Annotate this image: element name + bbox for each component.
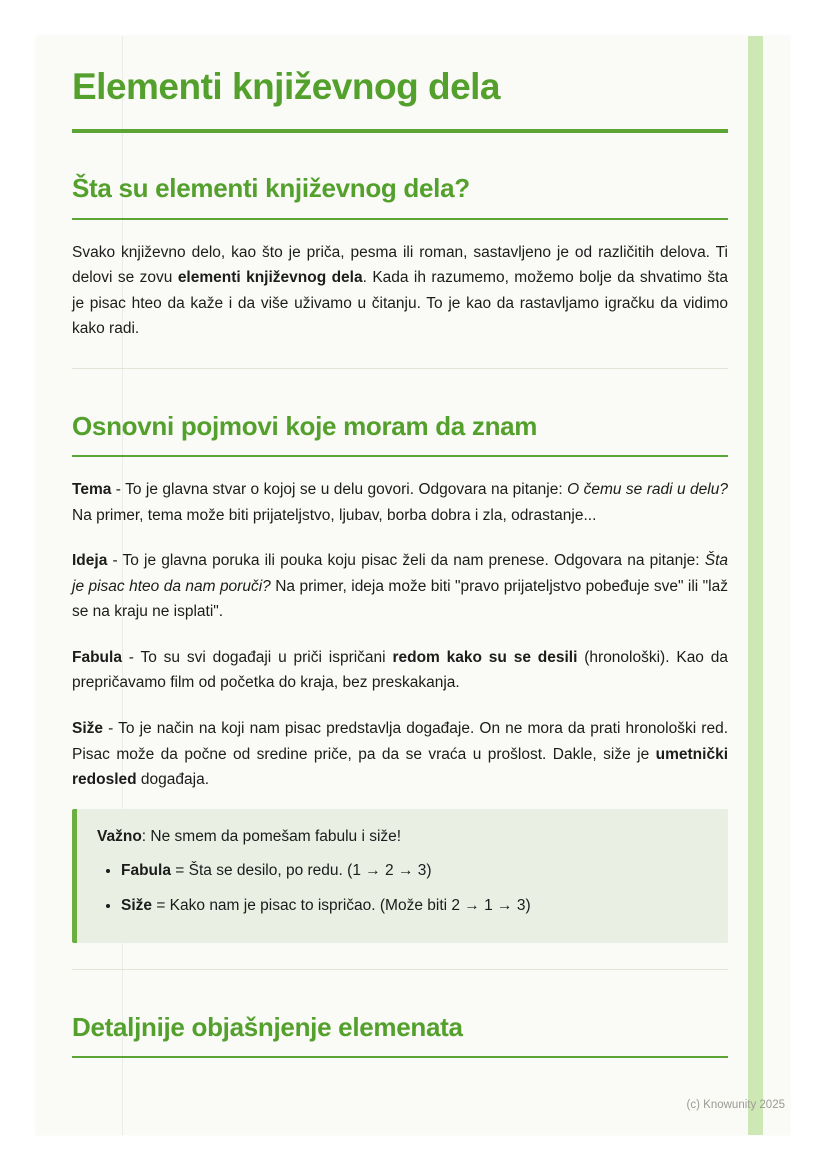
text-segment: događaja. xyxy=(136,771,210,789)
text-segment: O čemu se radi u delu? xyxy=(567,481,728,499)
copyright-footer: (c) Knowunity 2025 xyxy=(686,1099,785,1111)
section3-heading: Detaljnije objašnjenje elemenata xyxy=(72,1012,728,1058)
text-segment: - To je način na koji nam pisac predstavlja događaje. On ne mora da prati hronološki red. Pisac može da počne od sredine priče, pa da se vraća u prošlost. Dakle, siže je xyxy=(72,720,728,763)
text-segment: Na primer, ideja može biti "pravo prijateljstvo pobeđuje sve" ili "laž se na kraju ne isplati". xyxy=(72,577,728,621)
text-segment: : Ne smem da pomešam fabulu i siže! xyxy=(141,827,402,845)
text-segment: Šta je pisac hteo da nam poruči? xyxy=(72,552,728,595)
text-segment: Siže xyxy=(72,720,104,737)
callout-title xyxy=(97,825,706,850)
callout-item-fabula xyxy=(121,859,706,884)
fabula-paragraph xyxy=(72,645,728,696)
section2-heading: Osnovni pojmovi koje moram da znam xyxy=(72,411,728,457)
section-divider-2 xyxy=(72,969,728,970)
section1-paragraph xyxy=(72,240,728,342)
text-segment: elementi književnog dela xyxy=(177,269,363,287)
text-segment: Svako književno delo, kao što je priča, pesma ili roman, sastavljeno je od različitih delova. Ti delovi se zovu xyxy=(72,243,728,287)
text-segment: redom kako su se desili xyxy=(392,648,578,666)
text-segment: - To je glavna stvar o kojoj se u delu govori. Odgovara na pitanje: xyxy=(111,481,568,499)
text-segment: Na primer, tema može biti prijateljstvo, ljubav, borba dobra i zla, odrastanje... xyxy=(72,506,597,524)
title-rule xyxy=(72,129,728,133)
size-paragraph xyxy=(72,716,728,793)
tema-paragraph xyxy=(72,477,728,528)
text-segment: = Šta se desilo, po redu. (1 → 2 → 3) xyxy=(170,862,432,880)
text-segment: = Kako nam je pisac to ispričao. (Može biti 2 → 1 → 3) xyxy=(152,897,531,915)
text-segment: . Kada ih razumemo, možemo bolje da shvatimo šta je pisac hteo da kaže i da više uživamo u čitanju. To je kao da rastavljamo igračku da vidimo kako radi. xyxy=(72,269,729,338)
text-segment: - To je glavna poruka ili pouka koju pisac želi da nam prenese. Odgovara na pitanje: xyxy=(107,552,705,570)
document-page xyxy=(36,36,790,1135)
text-segment: Fabula xyxy=(121,862,171,880)
vazno-callout xyxy=(72,809,728,943)
text-segment: Siže xyxy=(121,897,153,915)
text-segment: Važno xyxy=(97,827,142,845)
text-segment: - To su svi događaji u priči ispričani xyxy=(121,648,393,666)
callout-item-size xyxy=(121,894,706,919)
text-segment: Fabula xyxy=(72,648,122,666)
text-segment: Ideja xyxy=(72,552,108,570)
page-title: Elementi književnog dela xyxy=(72,66,501,107)
text-segment: Tema xyxy=(72,481,112,499)
text-segment: umetnički redosled xyxy=(72,745,728,789)
callout-list xyxy=(97,859,706,919)
ideja-paragraph xyxy=(72,548,728,625)
document-content xyxy=(36,36,790,1058)
section-divider-1 xyxy=(72,368,728,369)
text-segment: (hronološki). Kao da prepričavamo film od početka do kraja, bez preskakanja. xyxy=(72,648,728,692)
section1-heading: Šta su elementi književnog dela? xyxy=(72,173,728,219)
